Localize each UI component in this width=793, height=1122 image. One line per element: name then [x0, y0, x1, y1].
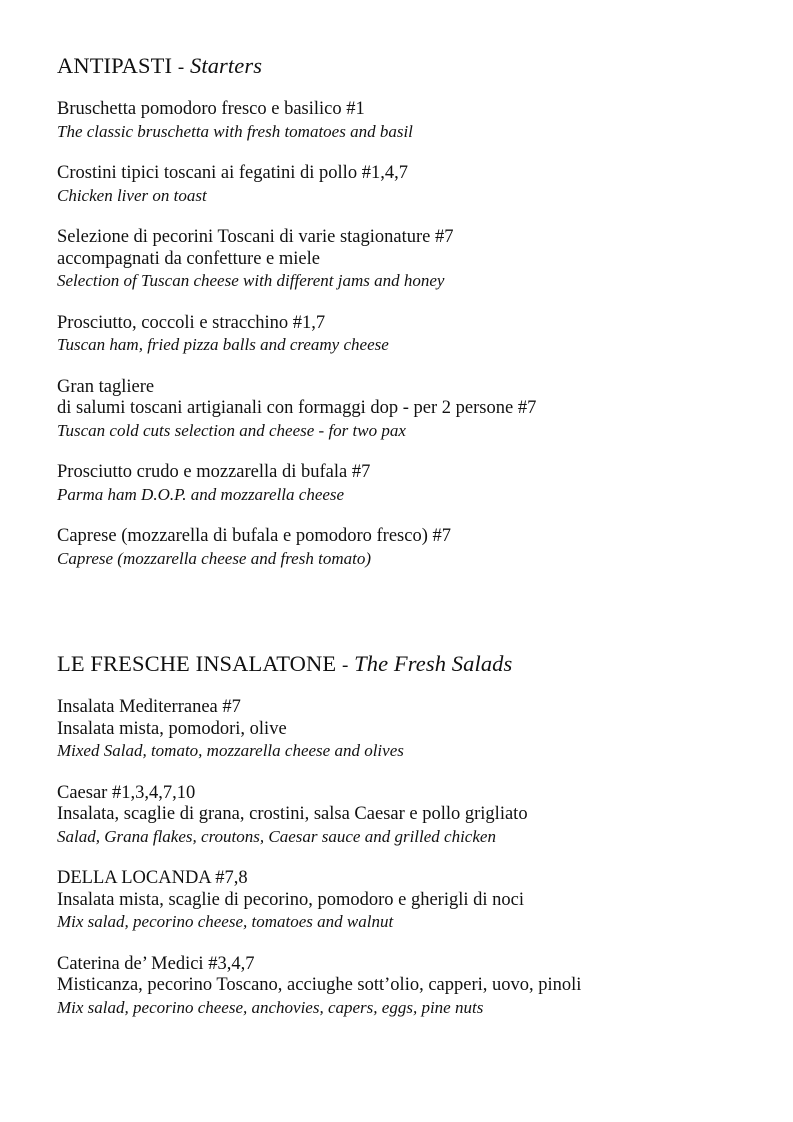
menu-item	[57, 227, 777, 292]
dish-name: Caprese (mozzarella di bufala e pomodoro fresco) #7	[57, 526, 451, 546]
section-title	[57, 650, 777, 680]
menu-item	[57, 697, 777, 762]
section-title-italian: LE FRESCHE INSALATONE	[57, 651, 337, 676]
dish-description-italian: Insalata mista, scaglie di pecorino, pomodoro e gherigli di noci	[57, 889, 524, 910]
menu-item	[57, 954, 777, 1019]
section-title-english: Starters	[190, 53, 263, 78]
section-title-separator: -	[177, 57, 185, 78]
menu-items	[57, 697, 777, 1018]
dish-description-english: Mix salad, pecorino cheese, tomatoes and walnut	[57, 912, 394, 931]
dish-name: Prosciutto, coccoli e stracchino #1,7	[57, 312, 326, 333]
menu-item	[57, 462, 777, 505]
menu-item	[57, 868, 777, 933]
section-title	[57, 52, 777, 82]
dish-description-english: Selection of Tuscan cheese with different jams and honey	[57, 271, 445, 290]
dish-name: Crostini tipici toscani ai fegatini di pollo #1,4,7	[57, 163, 408, 183]
dish-description-english: The classic bruschetta with fresh tomatoes and basil	[57, 121, 413, 141]
dish-name: DELLA LOCANDA #7,8	[57, 868, 248, 888]
section-antipasti	[57, 52, 777, 590]
dish-description-italian: di salumi toscani artigianali con formaggi dop - per 2 persone #7	[57, 398, 537, 418]
dish-description-italian: Insalata, scaglie di grana, crostini, salsa Caesar e pollo grigliato	[57, 804, 528, 824]
dish-description-english: Mix salad, pecorino cheese, anchovies, capers, eggs, pine nuts	[57, 997, 484, 1017]
menu-item	[57, 526, 777, 569]
dish-name: Bruschetta pomodoro fresco e basilico #1	[57, 99, 365, 119]
dish-description-english: Chicken liver on toast	[57, 185, 207, 205]
dish-name: Prosciutto crudo e mozzarella di bufala #7	[57, 462, 371, 482]
dish-description-english: Parma ham D.O.P. and mozzarella cheese	[57, 484, 345, 504]
section-insalatone	[57, 650, 777, 1039]
dish-description-english: Tuscan cold cuts selection and cheese - for two pax	[57, 420, 406, 440]
dish-name: Caterina de’ Medici #3,4,7	[57, 953, 255, 974]
dish-description-italian: Misticanza, pecorino Toscano, acciughe sott’olio, capperi, uovo, pinoli	[57, 975, 582, 995]
menu-item	[57, 377, 777, 442]
section-title-english: The Fresh Salads	[354, 651, 513, 676]
section-title-italian: ANTIPASTI	[57, 53, 173, 78]
section-title-separator: -	[341, 655, 349, 676]
dish-name: Selezione di pecorini Toscani di varie stagionature #7	[57, 227, 454, 247]
dish-description-english: Mixed Salad, tomato, mozzarella cheese and olives	[57, 741, 404, 760]
dish-name: Gran tagliere	[57, 376, 155, 397]
dish-description-english: Tuscan ham, fried pizza balls and creamy cheese	[57, 335, 389, 354]
dish-description-italian: Insalata mista, pomodori, olive	[57, 718, 287, 739]
dish-name: Caesar #1,3,4,7,10	[57, 782, 196, 803]
dish-description-italian: accompagnati da confetture e miele	[57, 248, 320, 269]
menu-items	[57, 99, 777, 569]
dish-name: Insalata Mediterranea #7	[57, 697, 241, 717]
menu-item	[57, 163, 777, 206]
dish-description-english: Caprese (mozzarella cheese and fresh tomato)	[57, 548, 371, 568]
dish-description-english: Salad, Grana flakes, croutons, Caesar sauce and grilled chicken	[57, 826, 496, 846]
menu-item	[57, 783, 777, 848]
menu-item	[57, 313, 777, 356]
menu-item	[57, 99, 777, 142]
